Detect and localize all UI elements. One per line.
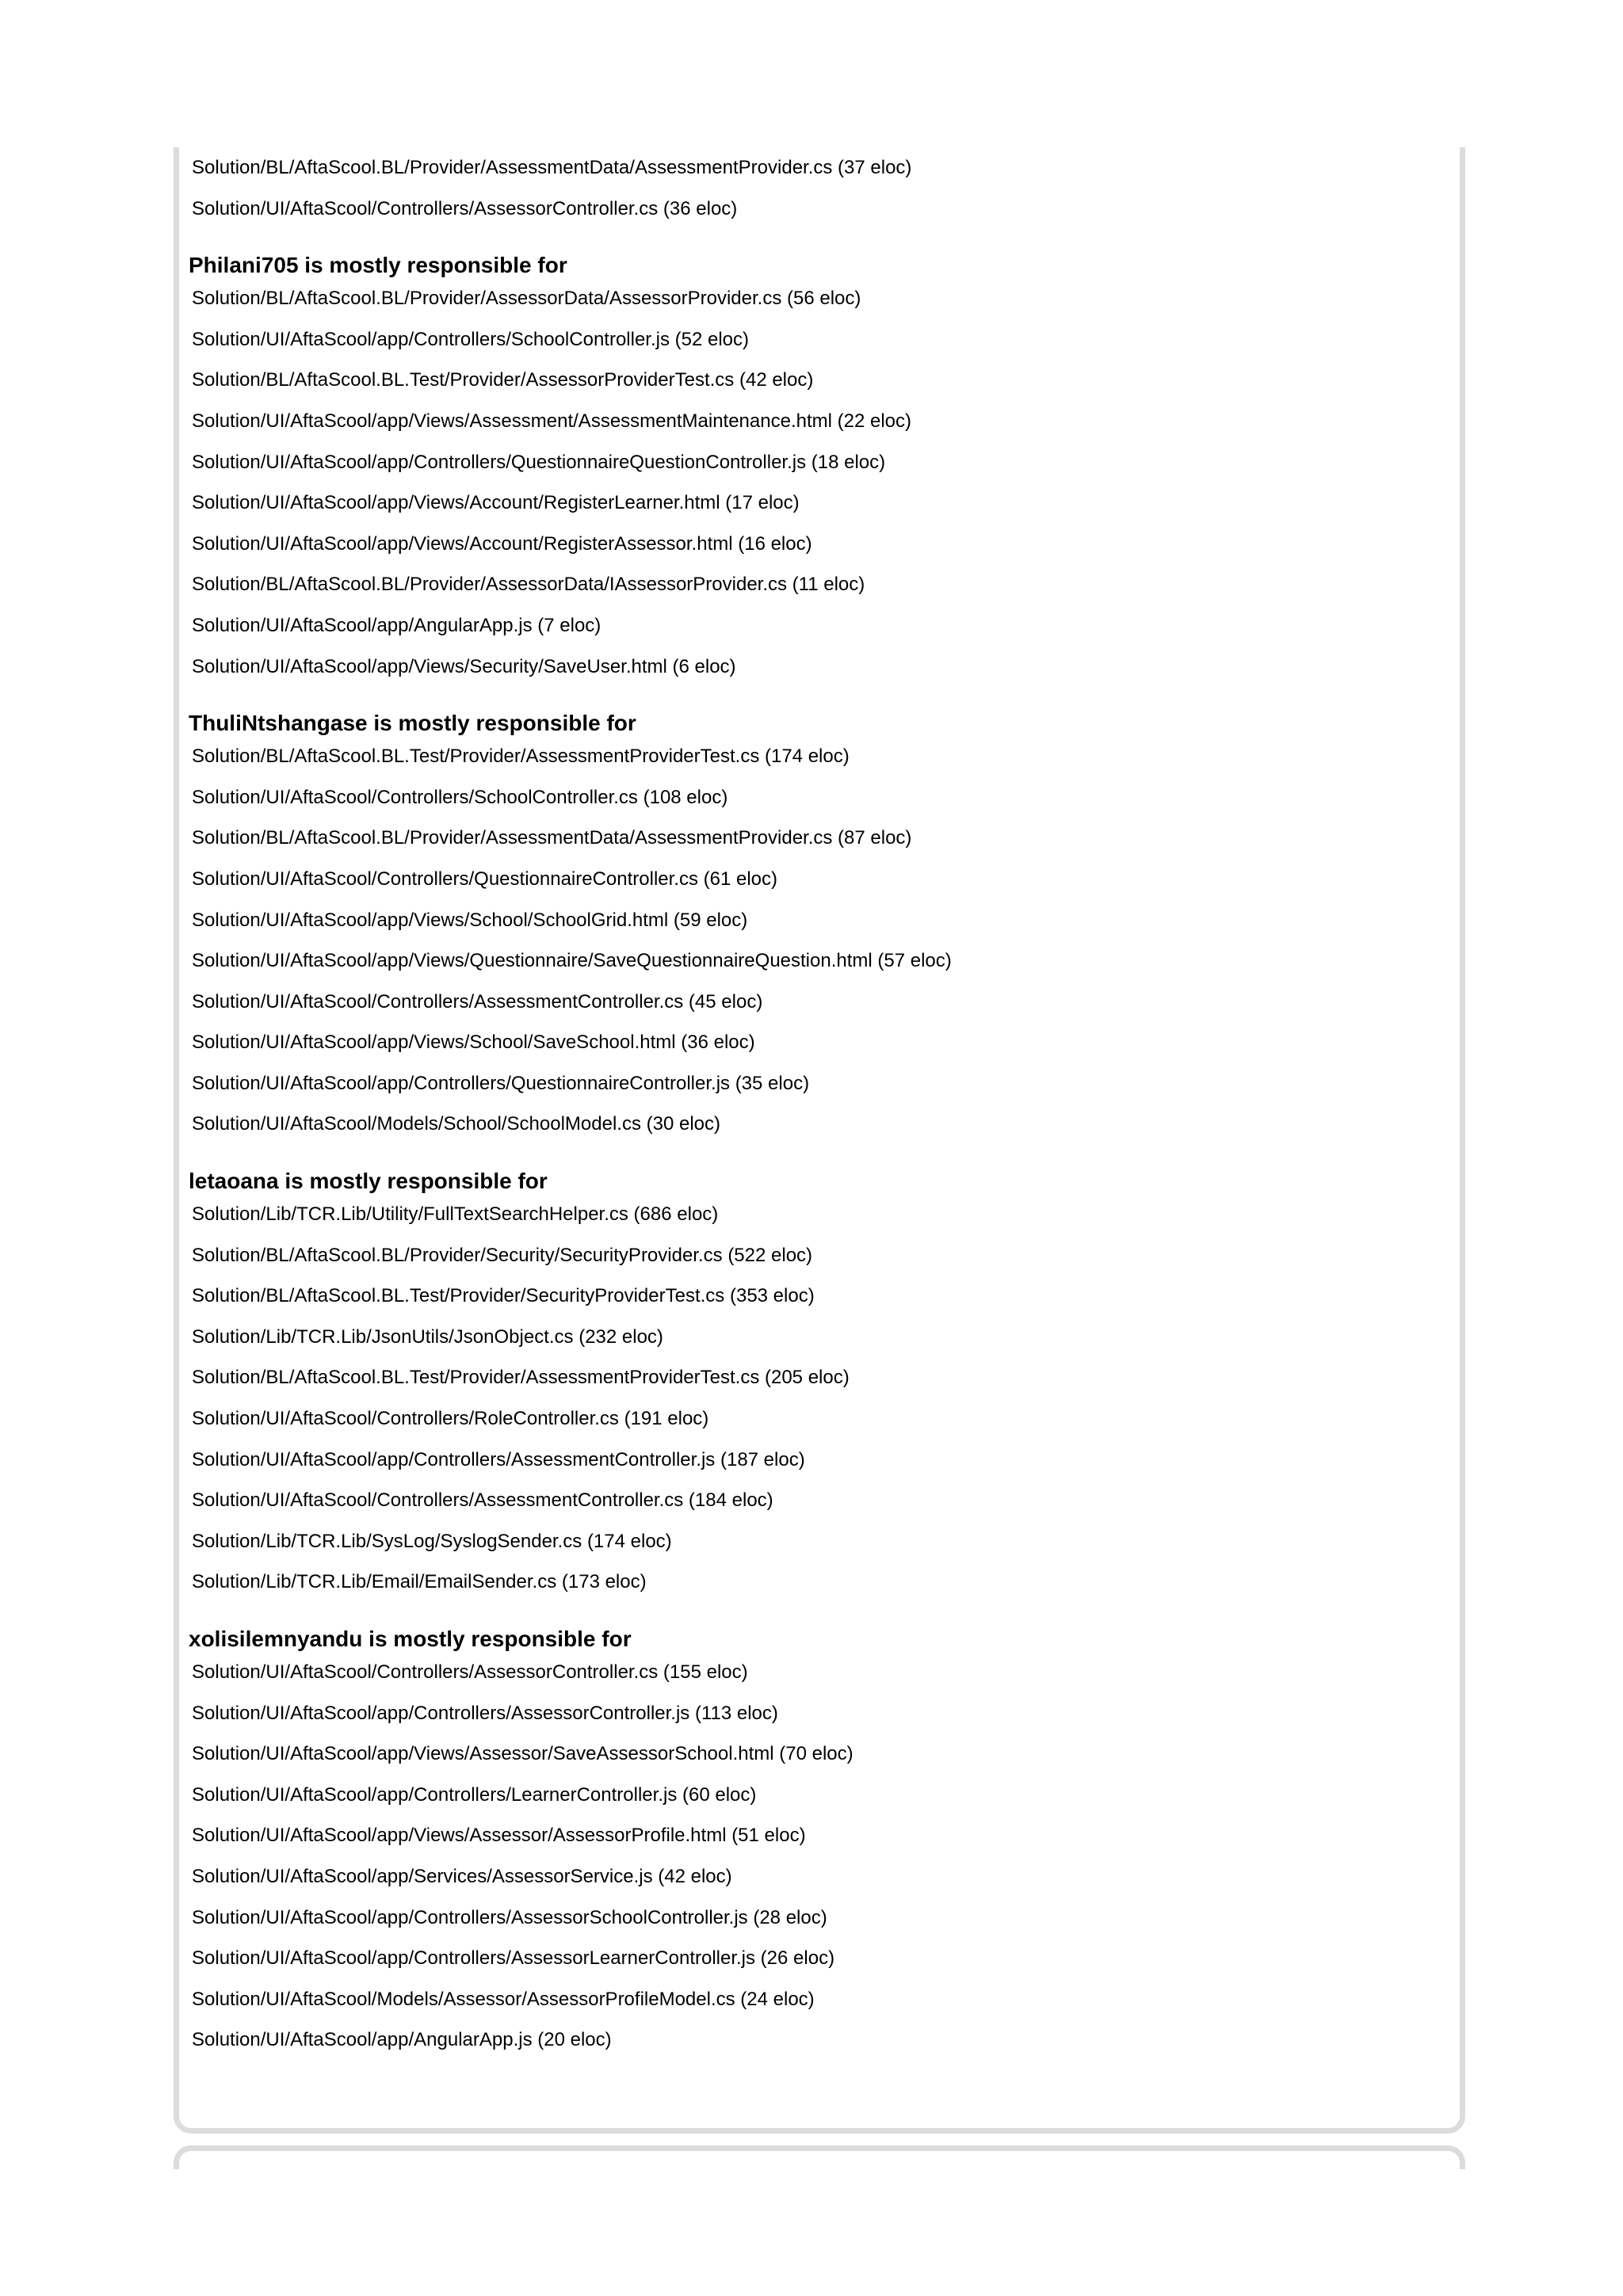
file-line: Solution/UI/AftaScool/app/Views/School/SchoolGrid.html (59 eloc)	[192, 909, 748, 931]
file-line: Solution/UI/AftaScool/app/Views/Account/RegisterAssessor.html (16 eloc)	[192, 532, 812, 555]
file-line: Solution/UI/AftaScool/app/Controllers/AssessorLearnerController.js (26 eloc)	[192, 1947, 835, 1970]
file-line: Solution/UI/AftaScool/app/Views/Account/RegisterLearner.html (17 eloc)	[192, 492, 800, 514]
file-line: Solution/Lib/TCR.Lib/Email/EmailSender.cs (173 eloc)	[192, 1571, 647, 1593]
file-line: Solution/UI/AftaScool/Models/School/SchoolModel.cs (30 eloc)	[192, 1113, 721, 1135]
file-line: Solution/UI/AftaScool/app/Views/Questionnaire/SaveQuestionnaireQuestion.html (57 eloc)	[192, 950, 952, 972]
responsibility-report	[189, 155, 1428, 2069]
section-title: Philani705 is mostly responsible for	[189, 253, 567, 278]
file-line: Solution/UI/AftaScool/app/Views/Security/SaveUser.html (6 eloc)	[192, 655, 736, 677]
file-line: Solution/UI/AftaScool/Controllers/SchoolController.cs (108 eloc)	[192, 786, 728, 808]
file-line: Solution/BL/AftaScool.BL.Test/Provider/SecurityProviderTest.cs (353 eloc)	[192, 1285, 815, 1307]
file-line: Solution/BL/AftaScool.BL.Test/Provider/AssessmentProviderTest.cs (174 eloc)	[192, 746, 850, 768]
file-line: Solution/Lib/TCR.Lib/Utility/FullTextSearchHelper.cs (686 eloc)	[192, 1203, 719, 1226]
top-file-list	[192, 155, 1428, 237]
section-title: ThuliNtshangase is mostly responsible for	[189, 711, 636, 736]
file-line: Solution/UI/AftaScool/app/Controllers/AssessorSchoolController.js (28 eloc)	[192, 1906, 827, 1928]
file-line: Solution/BL/AftaScool.BL/Provider/AssessorData/IAssessorProvider.cs (11 eloc)	[192, 574, 865, 596]
section-letaoana	[189, 1164, 1428, 1611]
section-xolisilemnyandu	[189, 1622, 1428, 2069]
file-line: Solution/UI/AftaScool/app/Views/Assessment/AssessmentMaintenance.html (22 eloc)	[192, 410, 911, 432]
next-report-panel	[174, 2145, 1465, 2169]
file-line: Solution/BL/AftaScool.BL.Test/Provider/AssessmentProviderTest.cs (205 eloc)	[192, 1367, 850, 1389]
file-line: Solution/Lib/TCR.Lib/SysLog/SyslogSender.cs (174 eloc)	[192, 1530, 672, 1552]
file-line: Solution/UI/AftaScool/Controllers/AssessorController.cs (155 eloc)	[192, 1661, 748, 1683]
file-line: Solution/UI/AftaScool/app/Controllers/QuestionnaireQuestionController.js (18 eloc)	[192, 451, 886, 473]
file-line: Solution/UI/AftaScool/Controllers/QuestionnaireController.cs (61 eloc)	[192, 868, 778, 890]
file-line: Solution/BL/AftaScool.BL.Test/Provider/AssessorProviderTest.cs (42 eloc)	[192, 369, 814, 391]
section-title: letaoana is mostly responsible for	[189, 1169, 548, 1194]
section-philani705	[189, 248, 1428, 695]
section-title: xolisilemnyandu is mostly responsible for	[189, 1627, 632, 1651]
file-line: Solution/BL/AftaScool.BL/Provider/Security/SecurityProvider.cs (522 eloc)	[192, 1244, 813, 1266]
file-line: Solution/BL/AftaScool.BL/Provider/AssessorData/AssessorProvider.cs (56 eloc)	[192, 288, 861, 310]
file-line: Solution/UI/AftaScool/Controllers/AssessmentController.cs (45 eloc)	[192, 990, 763, 1013]
file-line: Solution/UI/AftaScool/app/Controllers/AssessmentController.js (187 eloc)	[192, 1448, 805, 1470]
file-line: Solution/UI/AftaScool/Models/Assessor/AssessorProfileModel.cs (24 eloc)	[192, 1988, 815, 2010]
file-line: Solution/UI/AftaScool/app/Services/AssessorService.js (42 eloc)	[192, 1865, 732, 1887]
file-line: Solution/Lib/TCR.Lib/JsonUtils/JsonObject.cs (232 eloc)	[192, 1325, 663, 1348]
file-line: Solution/UI/AftaScool/app/AngularApp.js (7 eloc)	[192, 614, 601, 636]
file-line: Solution/UI/AftaScool/app/Controllers/AssessorController.js (113 eloc)	[192, 1702, 778, 1724]
file-line: Solution/UI/AftaScool/app/Views/Assessor/SaveAssessorSchool.html (70 eloc)	[192, 1743, 854, 1765]
file-line: Solution/UI/AftaScool/app/Controllers/QuestionnaireController.js (35 eloc)	[192, 1072, 810, 1094]
file-line: Solution/BL/AftaScool.BL/Provider/AssessmentData/AssessmentProvider.cs (87 eloc)	[192, 827, 912, 849]
section-thulintshangase	[189, 706, 1428, 1153]
file-line: Solution/UI/AftaScool/app/Controllers/LearnerController.js (60 eloc)	[192, 1783, 757, 1806]
file-line: Solution/UI/AftaScool/app/Views/School/SaveSchool.html (36 eloc)	[192, 1032, 755, 1054]
file-line: Solution/UI/AftaScool/Controllers/AssessorController.cs (36 eloc)	[192, 197, 738, 219]
file-line: Solution/UI/AftaScool/Controllers/AssessmentController.cs (184 eloc)	[192, 1489, 773, 1512]
file-line: Solution/UI/AftaScool/app/AngularApp.js (20 eloc)	[192, 2029, 612, 2051]
file-line: Solution/BL/AftaScool.BL/Provider/AssessmentData/AssessmentProvider.cs (37 eloc)	[192, 157, 912, 178]
file-line: Solution/UI/AftaScool/app/Controllers/SchoolController.js (52 eloc)	[192, 328, 750, 350]
file-line: Solution/UI/AftaScool/Controllers/RoleController.cs (191 eloc)	[192, 1408, 709, 1430]
file-line: Solution/UI/AftaScool/app/Views/Assessor/AssessorProfile.html (51 eloc)	[192, 1825, 806, 1847]
